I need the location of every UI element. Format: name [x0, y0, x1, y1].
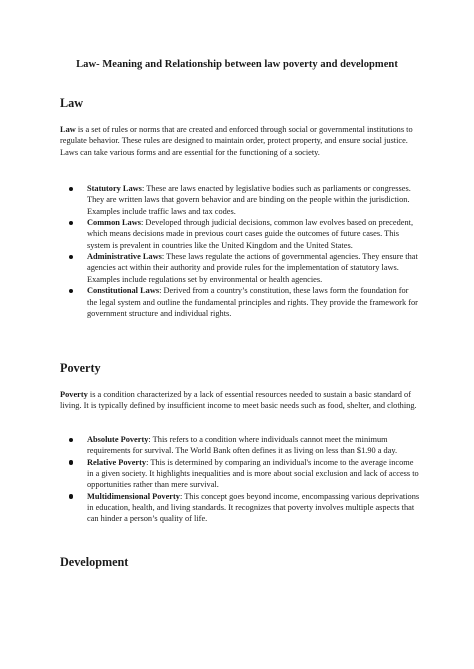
- law-intro-text: is a set of rules or norms that are created and enforced through social or governmental institutions to regulate behavior. These rules are designed to maintain order, protect property, and ensure social justice. Laws can take various forms and are essential for the functioning of a society.: [60, 125, 413, 157]
- section-heading-development: Development: [60, 555, 129, 569]
- bullet-term: Relative Poverty: [87, 457, 147, 467]
- poverty-intro-paragraph: [60, 389, 418, 412]
- bullet-term: Statutory Laws: [87, 184, 142, 193]
- list-item: [60, 251, 420, 285]
- list-item: [60, 183, 420, 217]
- law-intro-term: Law: [60, 125, 76, 134]
- bullet-dot: [69, 221, 73, 225]
- section-heading-poverty: Poverty: [60, 361, 101, 375]
- bullet-term: Multidimensional Poverty: [87, 491, 180, 501]
- bullet-text: : Derived from a country’s constitution, these laws form the foundation for the legal system and outline the fundamental principles and rights. They provide the framework for government structure and individual rights.: [87, 286, 418, 318]
- bullet-dot: [69, 255, 73, 259]
- law-intro-paragraph: [60, 124, 418, 158]
- law-types-list: [60, 183, 420, 319]
- bullet-dot: [69, 460, 73, 464]
- bullet-text: : This concept goes beyond income, encompassing various deprivations in education, health, and living standards. It recognizes that poverty involves multiple aspects that can hinder a person’s quality of life.: [87, 491, 420, 524]
- bullet-term: Constitutional Laws: [87, 286, 160, 296]
- section-heading-law: Law: [60, 96, 84, 110]
- list-item: [60, 491, 420, 525]
- list-item: [60, 457, 420, 491]
- poverty-intro-term: Poverty: [60, 390, 88, 399]
- bullet-term: Common Laws: [87, 218, 142, 228]
- document-title: Law- Meaning and Relationship between law poverty and development: [76, 59, 398, 70]
- bullet-text: : This refers to a condition where individuals cannot meet the minimum requirements for survival. The World Bank often defines it as living on less than $1.90 a day.: [87, 435, 398, 456]
- bullet-dot: [69, 494, 73, 498]
- bullet-text: : These laws regulate the actions of governmental agencies. They ensure that agencies act within their authority and provide rules for the implementation of statutory laws. Examples include regulations set by environmental or health agencies.: [87, 252, 418, 284]
- list-item: [60, 285, 420, 319]
- bullet-text: : This is determined by comparing an individual's income to the average income in a given society. It highlights inequalities and is more about social exclusion and lack of access to opportunities rather than mere survival.: [87, 457, 419, 490]
- poverty-intro-text: is a condition characterized by a lack of essential resources needed to sustain a basic standard of living. It is typically defined by insufficient income to meet basic needs such as food, shelter, and clothing.: [60, 390, 417, 411]
- bullet-dot: [69, 187, 73, 191]
- poverty-types-list: [60, 434, 420, 525]
- bullet-term: Administrative Laws: [87, 252, 162, 262]
- bullet-text: : These are laws enacted by legislative bodies such as parliaments or congresses. They are written laws that govern behavior and are binding on the people within the jurisdiction. Examples include traffic laws and tax codes.: [87, 184, 411, 216]
- list-item: [60, 217, 420, 251]
- bullet-dot: [69, 289, 73, 293]
- bullet-text: : Developed through judicial decisions, common law evolves based on precedent, which means decisions made in previous court cases guide the outcomes of future cases. This system is prevalent in countries like the United Kingdom and the United States.: [87, 218, 414, 250]
- bullet-term: Absolute Poverty: [87, 435, 149, 444]
- list-item: [60, 434, 420, 457]
- bullet-dot: [69, 438, 73, 442]
